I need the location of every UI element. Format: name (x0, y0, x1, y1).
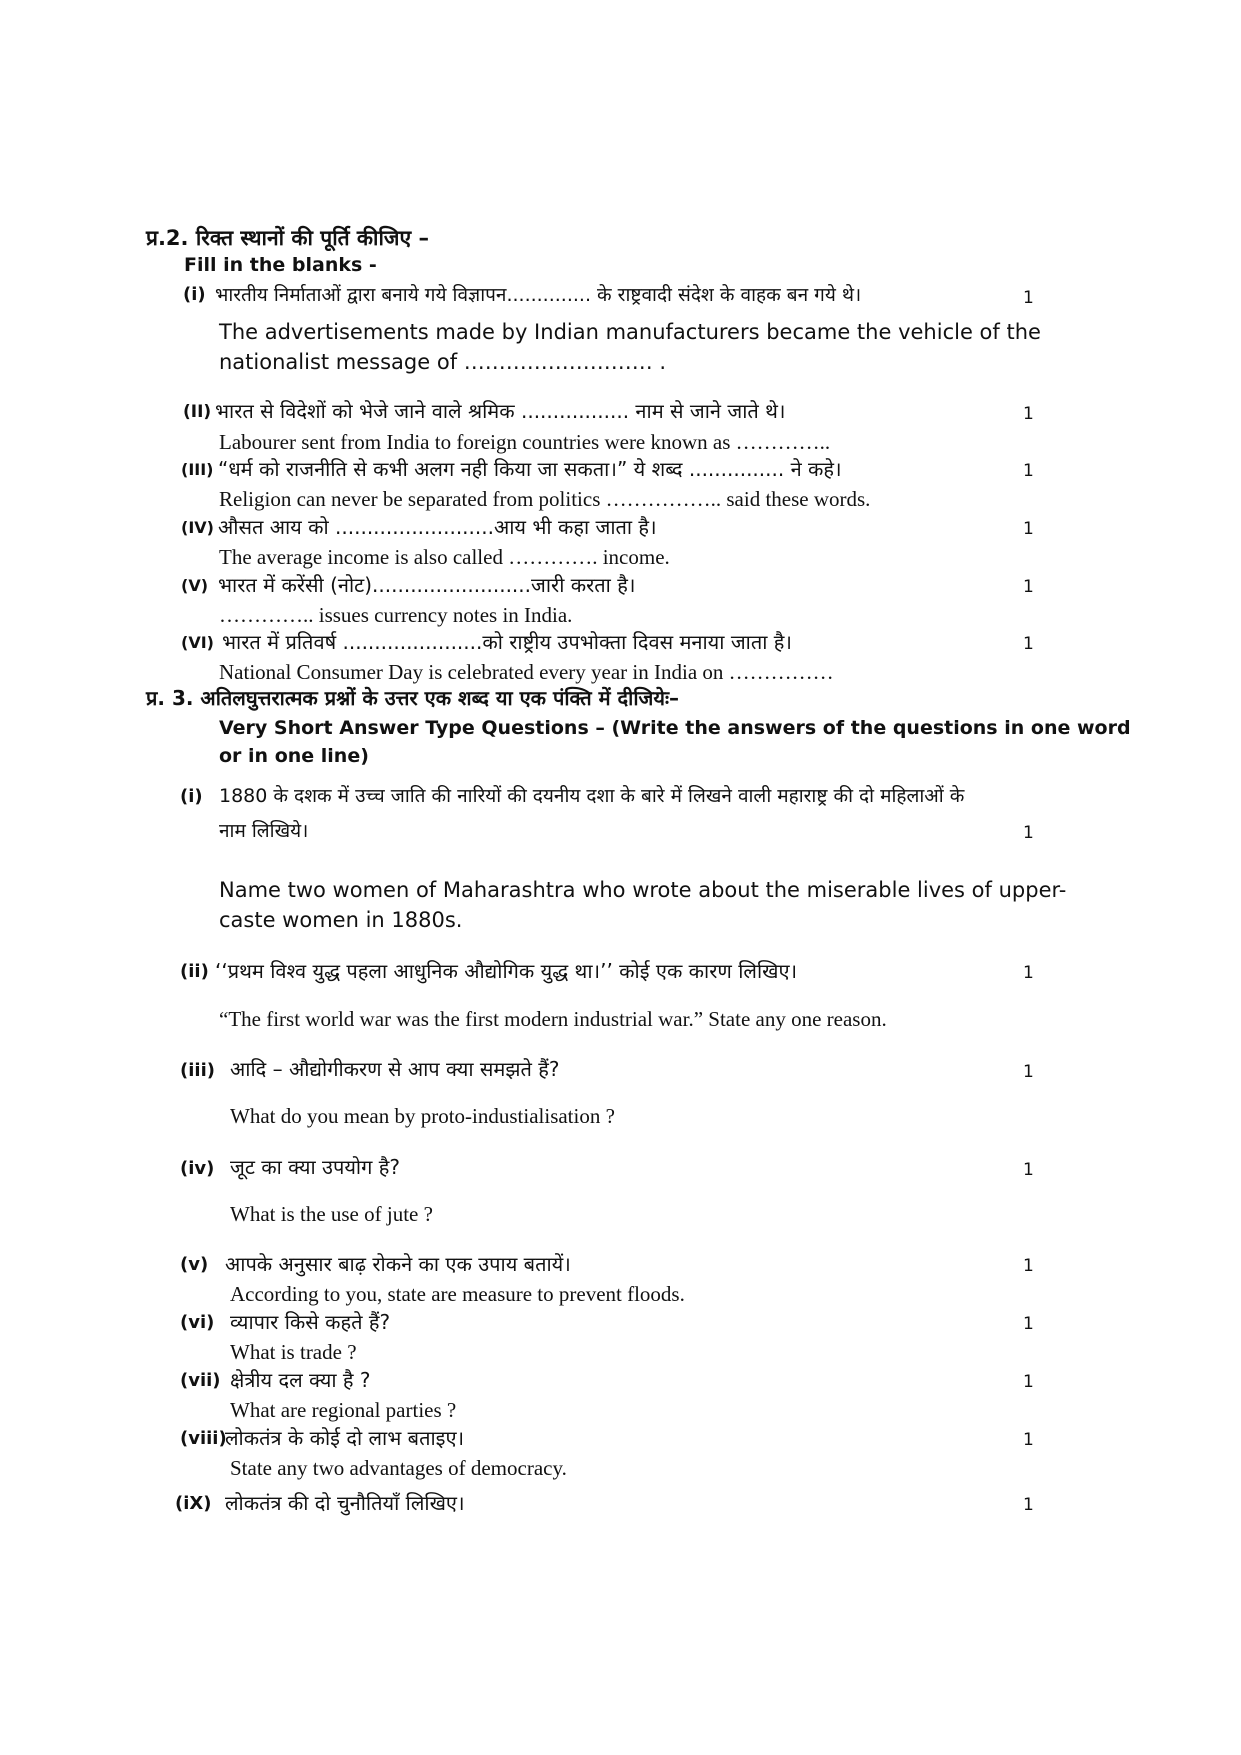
q2-6-english: National Consumer Day is celebrated every year in India on …………… (219, 660, 834, 684)
q2-2-english: Labourer sent from India to foreign countries were known as ………….. (219, 430, 831, 454)
q2-2-number: (II) (183, 402, 212, 422)
q2-3-hindi: “धर्म को राजनीति से कभी अलग नही किया जा सकता।” ये शब्द ............... ने कहे। (218, 457, 842, 481)
q3-2-number: (ii) (180, 961, 209, 982)
q2-4-english: The average income is also called …………. income. (219, 545, 670, 569)
q2-3-english: Religion can never be separated from politics …………….. said these words. (219, 487, 871, 511)
q3-6-english: What is trade ? (230, 1340, 357, 1364)
q3-3-english: What do you mean by proto-industialisation ? (230, 1104, 615, 1128)
q2-2-hindi: भारत से विदेशों को भेजे जाने वाले श्रमिक ................. नाम से जाने जाते थे। (215, 399, 786, 423)
q3-7-number: (vii) (180, 1370, 221, 1391)
q3-8-english: State any two advantages of democracy. (230, 1456, 567, 1480)
q2-6-hindi: भारत में प्रतिवर्ष ......................को राष्ट्रीय उपभोक्ता दिवस मनाया जाता है। (222, 630, 792, 654)
q3-6-number: (vi) (180, 1312, 215, 1333)
q2-4-number: (IV) (181, 518, 214, 537)
q3-2-english: “The first world war was the first modern industrial war.” State any one reason. (219, 1007, 887, 1031)
q3-8-hindi: लोकतंत्र के कोई दो लाभ बताइए। (225, 1426, 465, 1450)
q2-1-english-cont: nationalist message of ……………………… . (219, 350, 667, 374)
q3-9-hindi: लोकतंत्र की दो चुनौतियाँ लिखिए। (225, 1491, 465, 1515)
q3-1-english: Name two women of Maharashtra who wrote about the miserable lives of upper- (219, 878, 1067, 902)
q3-2-marks: 1 (1023, 963, 1034, 983)
q3-9-number: (iX) (175, 1493, 212, 1514)
q2-1-number: (i) (183, 284, 206, 305)
q3-5-english: According to you, state are measure to prevent floods. (230, 1282, 685, 1306)
q3-1-english-cont: caste women in 1880s. (219, 908, 463, 932)
q3-1-hindi: 1880 के दशक में उच्च जाति की नारियों की दयनीय दशा के बारे में लिखने वाली महाराष्ट्र की दो महिलाओं के (219, 785, 965, 807)
q2-6-marks: 1 (1023, 634, 1034, 654)
q3-4-english: What is the use of jute ? (230, 1202, 433, 1226)
q3-3-number: (iii) (180, 1060, 215, 1081)
q3-2-hindi: ‘‘प्रथम विश्व युद्ध पहला आधुनिक औद्योगिक युद्ध था।’’ कोई एक कारण लिखिए। (215, 959, 798, 983)
q3-1-marks: 1 (1023, 823, 1034, 843)
q3-3-marks: 1 (1023, 1062, 1034, 1082)
q2-1-hindi: भारतीय निर्माताओं द्वारा बनाये गये विज्ञापन.............. के राष्ट्रवादी संदेश के वाहक बन गये थे। (215, 284, 862, 306)
section2-heading: प्र.2. रिक्त स्थानों की पूर्ति कीजिए – (146, 226, 429, 250)
q3-1-number: (i) (180, 786, 203, 807)
q2-3-marks: 1 (1023, 461, 1034, 481)
q3-5-number: (v) (180, 1254, 209, 1275)
q3-5-hindi: आपके अनुसार बाढ़ रोकने का एक उपाय बतायें। (225, 1252, 571, 1276)
q3-7-english: What are regional parties ? (230, 1398, 457, 1422)
q3-7-hindi: क्षेत्रीय दल क्या है ? (230, 1368, 371, 1392)
q2-2-marks: 1 (1023, 404, 1034, 424)
section3-heading: प्र. 3. अतिलघुत्तरात्मक प्रश्नों के उत्तर एक शब्द या एक पंक्ति में दीजियेः– (146, 686, 680, 710)
q3-6-marks: 1 (1023, 1314, 1034, 1334)
q3-6-hindi: व्यापार किसे कहते हैं? (230, 1310, 391, 1334)
q2-1-marks: 1 (1023, 288, 1034, 308)
q3-4-number: (iv) (180, 1158, 215, 1179)
q2-5-marks: 1 (1023, 577, 1034, 597)
q3-8-marks: 1 (1023, 1430, 1034, 1450)
q2-4-hindi: औसत आय को .........................आय भी कहा जाता है। (218, 515, 657, 539)
q2-5-number: (V) (181, 576, 209, 595)
q3-3-hindi: आदि – औद्योगीकरण से आप क्या समझते हैं? (230, 1057, 560, 1081)
q2-5-english: ………….. issues currency notes in India. (219, 603, 573, 627)
q2-6-number: (VI) (181, 633, 214, 652)
section2-subheading: Fill in the blanks - (184, 254, 377, 276)
q3-4-hindi: जूट का क्या उपयोग है? (230, 1155, 400, 1179)
q3-1-hindi-cont: नाम लिखिये। (219, 820, 309, 842)
q3-7-marks: 1 (1023, 1372, 1034, 1392)
q2-4-marks: 1 (1023, 519, 1034, 539)
q3-4-marks: 1 (1023, 1160, 1034, 1180)
q3-9-marks: 1 (1023, 1495, 1034, 1515)
q2-1-english: The advertisements made by Indian manufacturers became the vehicle of the (219, 320, 1041, 344)
q3-8-number: (viii) (180, 1428, 227, 1449)
q2-5-hindi: भारत में करेंसी (नोट).........................जारी करता है। (218, 573, 636, 597)
section3-subheading: Very Short Answer Type Questions – (Write the answers of the questions in one word (219, 717, 1131, 739)
section3-subheading-cont: or in one line) (219, 745, 369, 767)
q2-3-number: (III) (181, 460, 214, 479)
q3-5-marks: 1 (1023, 1256, 1034, 1276)
